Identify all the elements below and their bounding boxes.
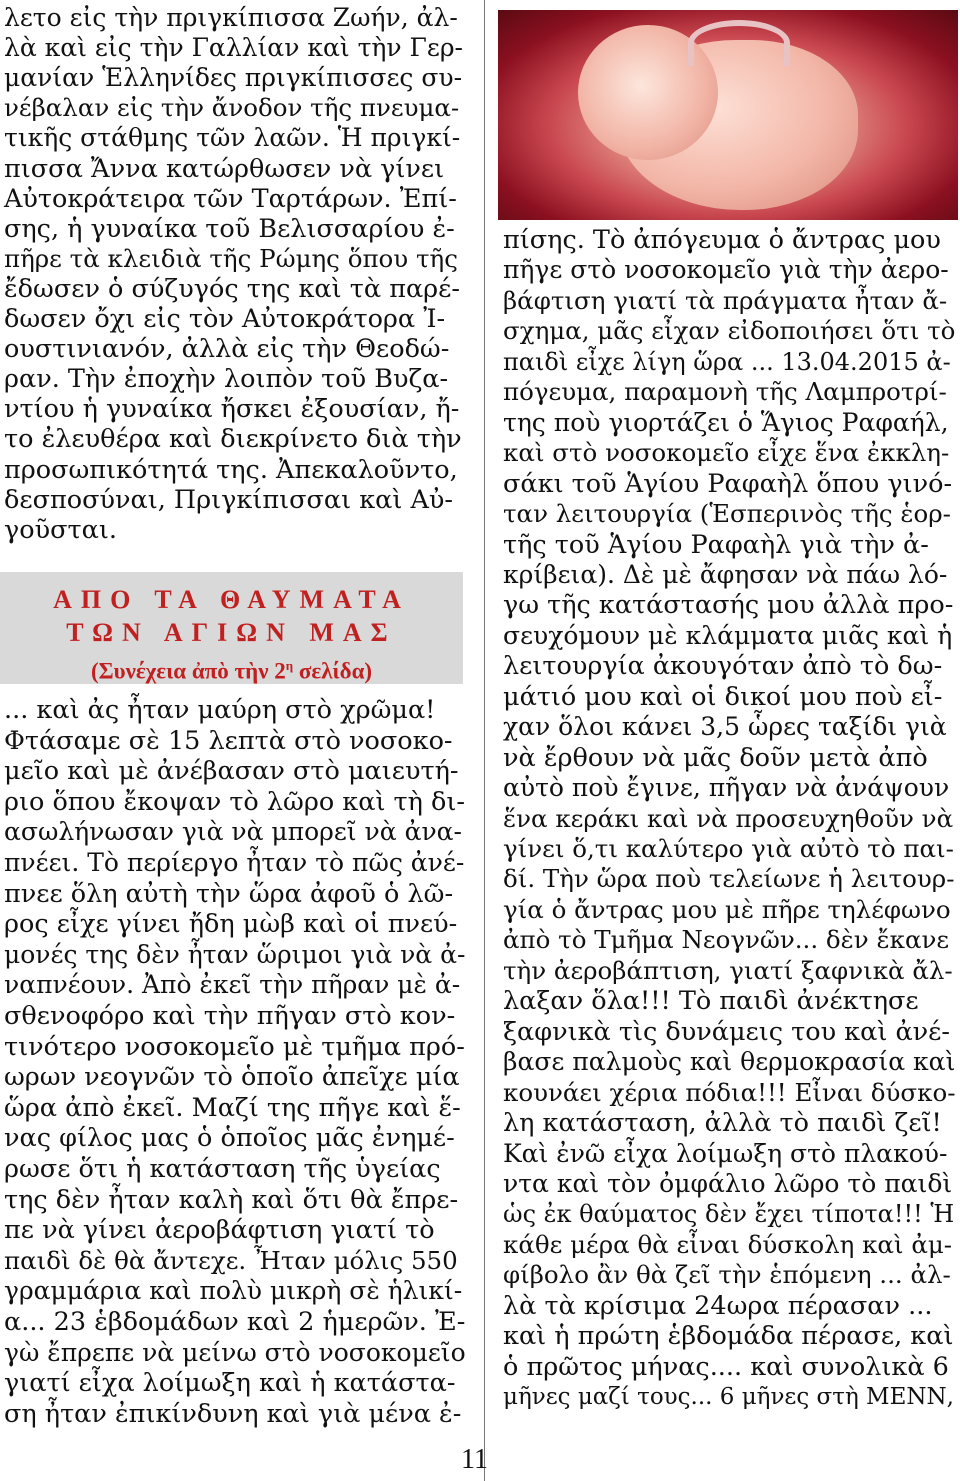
text-line: σθενοφόρο καὶ τὴν πῆγαν στὸ κον- — [4, 1001, 456, 1031]
text-line: πνέει. Τὸ περίεργο ἦταν τὸ πῶς ἀνέ- — [4, 848, 465, 877]
text-line: πόγευμα, παραμονὴ τῆς Λαμπροτρί- — [503, 377, 947, 407]
text-line: ντα καὶ τὸν ὀμφάλιο λῶρο τὸ παιδὶ — [503, 1168, 953, 1198]
text-line: ... καὶ ἀς ἦταν μαύρη στὸ χρῶμα! — [4, 695, 436, 725]
text-line: το ἐλευθέρα καὶ διεκρίνετο διὰ τὴν — [4, 424, 462, 455]
text-line: ὡς ἐκ θαύματος δὲν ἔχει τίποτα!!! Ἡ — [503, 1200, 955, 1229]
text-line: γίνει ὅ,τι καλύτερο γιὰ αὐτὸ τὸ παι- — [503, 834, 954, 863]
text-line: γραμμάρια καὶ πολὺ μικρὴ σὲ ἡλικί- — [4, 1276, 463, 1306]
text-line: γοῦσται. — [4, 514, 117, 545]
text-line: ση ἦταν ἐπικίνδυνη καὶ γιὰ μένα ἐ- — [4, 1398, 462, 1429]
text-line: ασωλήνωσαν γιὰ νὰ μπορεῖ νὰ ἀνα- — [4, 817, 462, 847]
text-line: δεσποσύναι, Πριγκίπισσαι καὶ Αὐ- — [4, 484, 454, 515]
text-line: λαξαν ὅλα!!! Τὸ παιδὶ ἀνέκτησε — [503, 986, 919, 1017]
text-line: της δὲν ἦταν καλὴ καὶ ὅτι θὰ ἔπρε- — [4, 1184, 459, 1215]
text-line: γὼ ἔπρεπε νὰ μείνω στὸ νοσοκομεῖο — [4, 1337, 466, 1367]
text-line: ἕνα κεράκι καὶ νὰ προσευχηθοῦν νὰ — [503, 803, 954, 833]
text-line: της ποὺ γιορτάζει ὁ Ἅγιος Ραφαήλ, — [503, 407, 949, 437]
text-line: σάκι τοῦ Ἁγίου Ραφαὴλ ὅπου γινό- — [503, 468, 953, 499]
text-line: λὰ καὶ εἰς τὴν Γαλλίαν καὶ τὴν Γερ- — [4, 33, 463, 63]
text-line: λειτουργία ἀκουγόταν ἀπὸ τὸ δω- — [503, 651, 943, 682]
text-line: βασε παλμοὺς καὶ θερμοκρασία καὶ — [503, 1047, 956, 1077]
text-line: ουστινιανόν, ἀλλὰ εἰς τὴν Θεοδώ- — [4, 334, 450, 365]
fetus-photo — [498, 10, 958, 220]
text-line: ἔδωσεν ὁ σύζυγός της καὶ τὰ παρέ- — [4, 273, 460, 304]
text-line: Καὶ ἐνῶ εἶχα λοίμωξη στὸ πλακού- — [503, 1138, 948, 1168]
text-line: μανίαν Ἑλληνίδες πριγκίπισσες συ- — [4, 63, 463, 93]
text-line: τὴν ἀεροβάπτιση, γιατί ξαφνικὰ ἄλ- — [503, 955, 953, 985]
text-line: πῆγε στὸ νοσοκομεῖο γιὰ τὴν ἀερο- — [503, 255, 949, 285]
column-divider — [484, 0, 485, 1481]
text-line: λετο εἰς τὴν πριγκίπισσα Ζωήν, ἀλ- — [4, 3, 458, 32]
text-line: ξαφνικὰ τὶς δυνάμεις του καὶ ἀνέ- — [503, 1016, 950, 1047]
text-line: νας φίλος μας ὁ ὁποῖος μᾶς ἐνημέ- — [4, 1123, 455, 1154]
text-line: σης, ἡ γυναίκα τοῦ Βελισσαρίου ἐ- — [4, 213, 455, 244]
section-heading-box — [0, 572, 463, 684]
text-line: ὁ πρῶτος μήνας.... καὶ συνολικὰ 6 — [503, 1351, 949, 1382]
text-line: σευχόμουν μὲ κλάμματα μιᾶς καὶ ἡ — [503, 620, 953, 650]
text-line: ωρων νεογνῶν τὸ ὁποῖο ἀπεῖχε μία — [4, 1062, 460, 1093]
text-line: καὶ στὸ νοσοκομεῖο εἶχε ἕνα ἐκκλη- — [503, 438, 950, 468]
text-line: ὥρα ἀπὸ ἐκεῖ. Μαζί της πῆγε καὶ ἕ- — [4, 1092, 461, 1123]
text-line: γία ὁ ἄντρας μου μὲ πῆρε τηλέφωνο — [503, 894, 951, 924]
section-title-line-1: ΑΠΟ ΤΑ ΘΑΥΜΑΤΑ — [53, 585, 410, 614]
text-line: τικῆς στάθμης τῶν λαῶν. Ἡ πριγκί- — [4, 123, 461, 153]
text-line: τῆς τοῦ Ἁγίου Ραφαὴλ γιὰ τὴν ἀ- — [503, 529, 929, 560]
text-line: μονές της δὲν ἦταν ὥριμοι γιὰ νὰ ἀ- — [4, 939, 466, 969]
text-line: δωσεν ὄχι εἰς τὸν Αὐτοκράτορα Ἰ- — [4, 304, 446, 334]
text-line: χαν ὅλοι κάνει 3,5 ὧρες ταξίδι γιὰ — [503, 712, 947, 742]
text-line: φίβολο ἂν θὰ ζεῖ τὴν ἑπόμενη ... ἀλ- — [503, 1260, 951, 1290]
text-line: δί. Τὴν ὥρα ποὺ τελείωνε ἡ λειτουρ- — [503, 864, 955, 894]
text-line: λὰ τὰ κρίσιμα 24ωρα πέρασαν ... — [503, 1290, 933, 1321]
text-line: τινότερο νοσοκομεῖο μὲ τμῆμα πρό- — [4, 1031, 465, 1062]
text-line: γιατί εἶχα λοίμωξη καὶ ἡ κατάστα- — [4, 1368, 456, 1399]
text-line: σχημα, μᾶς εἶχαν εἰδοποιήσει ὅτι τὸ — [503, 316, 956, 346]
text-line: πίσης. Τὸ ἀπόγευμα ὁ ἄντρας μου — [503, 225, 941, 255]
text-line: Φτάσαμε σὲ 15 λεπτὰ στὸ νοσοκο- — [4, 725, 453, 756]
text-line: παιδὶ εἶχε λίγη ὥρα ... 13.04.2015 ἀ- — [503, 347, 951, 376]
text-line: μάτιό μου καὶ οἱ δικοί μου ποὺ εἶ- — [503, 681, 943, 712]
page-number: 11 — [461, 1444, 488, 1475]
text-line: μῆνες μαζί τους... 6 μῆνες στὴ ΜΕΝΝ, — [503, 1384, 954, 1411]
text-line: κουνάει χέρια πόδια!!! Εἶναι δύσκο- — [503, 1077, 956, 1107]
text-line: πε νὰ γίνει ἀεροβάφτιση γιατί τὸ — [4, 1215, 435, 1246]
text-line: α... 23 ἑβδομάδων καὶ 2 ἡμερῶν. Ἐ- — [4, 1307, 466, 1337]
text-line: πισσα Ἄννα κατώρθωσεν νὰ γίνει — [4, 153, 445, 184]
text-line: παιδὶ δὲ θὰ ἄντεχε. Ἦταν μόλις 550 — [4, 1245, 458, 1275]
text-line: κάθε μέρα θὰ εἶναι δύσκολη καὶ ἀμ- — [503, 1229, 953, 1259]
text-line: ρος εἶχε γίνει ἤδη μὼβ καὶ οἱ πνεύ- — [4, 909, 458, 940]
text-line: ταν λειτουργία (Ἑσπερινὸς τῆς ἑορ- — [503, 499, 951, 529]
text-line: κρίβεια). Δὲ μὲ ἄφησαν νὰ πάω λό- — [503, 559, 948, 589]
text-line: αὐτὸ ποὺ ἔγινε, πῆγαν νὰ ἀνάψουν — [503, 773, 950, 803]
photo-cord-shape — [688, 20, 790, 66]
text-line: ραν. Τὴν ἐποχὴν λοιπὸν τοῦ Βυζα- — [4, 364, 449, 395]
text-line: ρωσε ὅτι ἡ κατάσταση τῆς ὑγείας — [4, 1154, 441, 1184]
text-line: ναπνέουν. Ἀπὸ ἐκεῖ τὴν πῆραν μὲ ἀ- — [4, 970, 461, 1000]
section-title-line-2: ΤΩΝ ΑΓΙΩΝ ΜΑΣ — [66, 618, 397, 647]
text-line: γω τῆς κατάστασής μου ἀλλὰ προ- — [503, 590, 954, 621]
text-line: λη κατάσταση, ἀλλὰ τὸ παιδὶ ζεῖ! — [503, 1108, 942, 1139]
text-line: προσωπικότητά της. Ἀπεκαλοῦντο, — [4, 454, 458, 485]
text-line: νὰ ἔρθουν νὰ μᾶς δοῦν μετὰ ἀπὸ — [503, 742, 928, 773]
text-line: Αὐτοκράτειρα τῶν Ταρτάρων. Ἐπί- — [4, 183, 457, 214]
text-line: ντίου ἡ γυναίκα ἤσκει ἐξουσίαν, ἤ- — [4, 394, 460, 425]
text-line: πῆρε τὰ κλειδιὰ τῆς Ρώμης ὅπου τῆς — [4, 243, 458, 273]
text-line: καὶ ἡ πρώτη ἑβδομάδα πέρασε, καὶ — [503, 1321, 954, 1352]
text-line: νέβαλαν εἰς τὴν ἄνοδον τῆς πνευμα- — [4, 93, 460, 123]
text-line: ριο ὅπου ἔκοψαν τὸ λῶρο καὶ τὴ δι- — [4, 786, 466, 817]
section-subtitle: (Συνέχεια ἀπὸ τὴν $2^\eta$ σελίδα) — [90, 658, 373, 684]
text-line: ἀπὸ τὸ Τμῆμα Νεογνῶν... δὲν ἔκανε — [503, 925, 950, 955]
text-line: βάφτιση γιατί τὰ πράγματα ἦταν ἄ- — [503, 285, 948, 315]
text-line: μεῖο καὶ μὲ ἀνέβασαν στὸ μαιευτή- — [4, 756, 459, 787]
text-line: πνεε ὅλη αὐτὴ τὴν ὥρα ἀφοῦ ὁ λῶ- — [4, 878, 454, 909]
